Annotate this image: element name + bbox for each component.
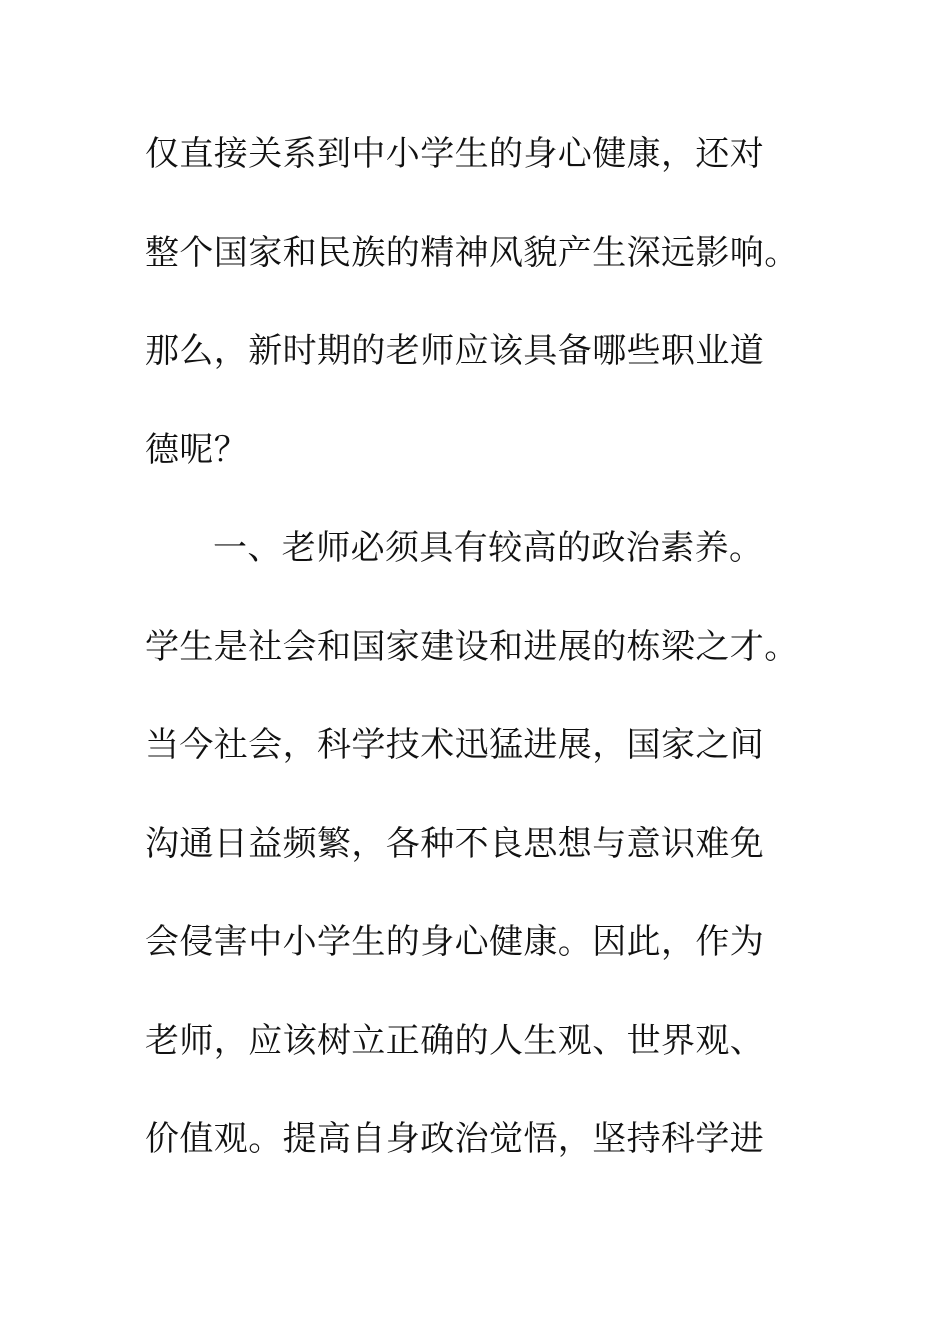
section-heading: 一、老师必须具有较高的政治素养。: [213, 528, 764, 568]
text-line: 会侵害中小学生的身心健康。因此，作为: [145, 922, 765, 962]
text-line: 学生是社会和国家建设和进展的栋梁之才。: [145, 626, 799, 667]
text-line: 那么，新时期的老师应该具备哪些职业道: [145, 331, 765, 371]
text-line: 德呢？: [145, 429, 249, 470]
text-line: 当今社会，科学技术迅猛进展，国家之间: [145, 725, 765, 765]
text-line: 老师，应该树立正确的人生观、世界观、: [145, 1020, 765, 1061]
text-line: 仅直接关系到中小学生的身心健康，还对: [145, 134, 765, 174]
text-line: 沟通日益频繁，各种不良思想与意识难免: [145, 823, 765, 864]
document-body: [145, 124, 825, 1208]
text-line: 价值观。提高自身政治觉悟，坚持科学进: [145, 1119, 765, 1159]
text-line: 整个国家和民族的精神风貌产生深远影响。: [145, 232, 799, 273]
